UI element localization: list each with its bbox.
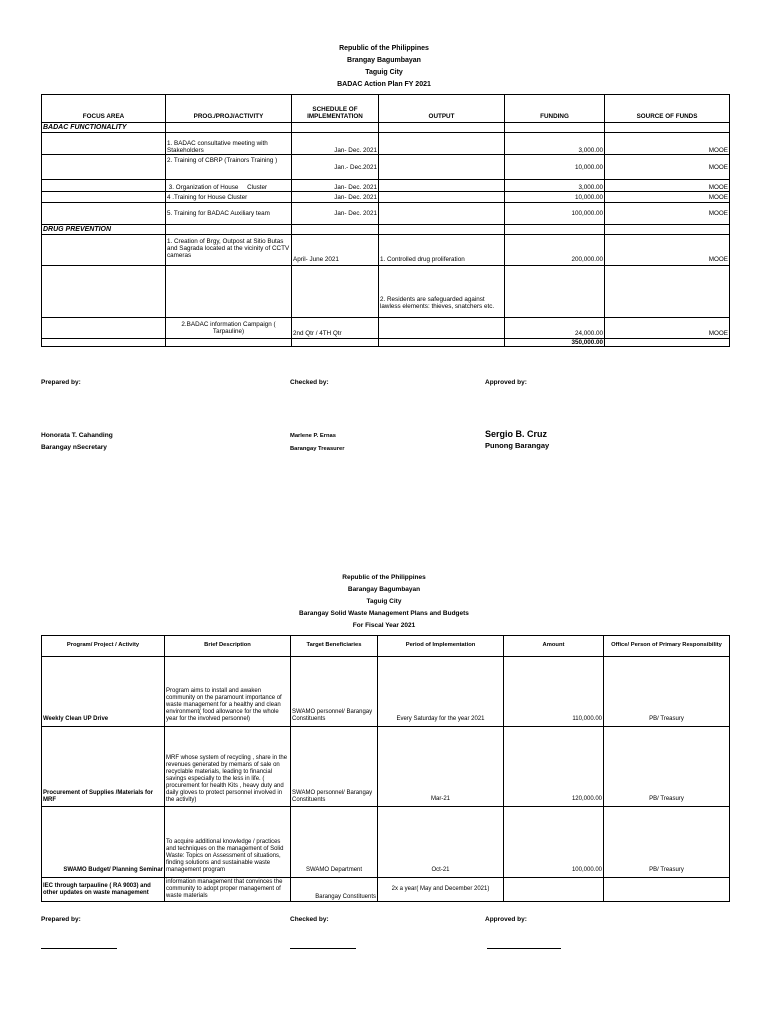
prepared-signatory xyxy=(41,430,113,454)
activity-cell: 1. BADAC consultative meeting with Stakeholders xyxy=(166,133,292,155)
output-cell xyxy=(379,155,505,180)
badac-action-plan-table xyxy=(41,94,730,347)
output-cell xyxy=(379,192,505,203)
schedule-cell: Jan.- Dec.2021 xyxy=(292,155,379,180)
funding-cell: 3,000.00 xyxy=(505,180,605,192)
column-header: Brief Description xyxy=(165,636,291,657)
prepared-label: Prepared by: xyxy=(41,379,81,386)
column-header: SOURCE OF FUNDS xyxy=(605,95,730,123)
source-cell xyxy=(605,266,730,318)
column-header: Office/ Person of Primary Responsibility xyxy=(604,636,730,657)
office-cell: PB/ Treasury xyxy=(604,727,730,807)
signatory-title: Punong Barangay xyxy=(485,441,550,450)
period-cell: 2x a year( May and December 2021) xyxy=(378,878,504,902)
table-row xyxy=(42,657,730,727)
beneficiaries-cell: SWAMO Department xyxy=(291,807,378,878)
funding-cell xyxy=(505,266,605,318)
beneficiaries-cell: Barangay Constituents xyxy=(291,878,378,902)
funding-cell: 24,000.00 xyxy=(505,318,605,339)
activity-cell: 1. Creation of Brgy, Outpost at Sitio Butas and Sagrada located at the vicinity of CCTV cameras xyxy=(166,235,292,266)
description-cell: information management that convinces the community to adopt proper management of waste materials xyxy=(165,878,291,902)
table-row xyxy=(42,807,730,878)
source-cell: MOOE xyxy=(605,318,730,339)
office-cell: PB/ Treasury xyxy=(604,807,730,878)
checked-label: Checked by: xyxy=(290,379,329,386)
doc2-header-line: For Fiscal Year 2021 xyxy=(352,622,416,629)
schedule-cell xyxy=(292,266,379,318)
program-cell: Weekly Clean UP Drive xyxy=(42,657,165,727)
signature-line xyxy=(290,948,356,949)
description-cell: To acquire additional knowledge / practices and techniques on the management of Solid Waste: Topics on Assessment of situations, finding solutions and sustainable waste management program xyxy=(165,807,291,878)
column-header: FOCUS AREA xyxy=(42,95,166,123)
program-cell: SWAMO Budget/ Planning Seminar xyxy=(42,807,165,878)
table-row xyxy=(42,318,730,339)
activity-cell: 4 .Training for House Cluster xyxy=(166,192,292,203)
program-cell: Procurement of Supplies /Materials for MRF xyxy=(42,727,165,807)
column-header: SCHEDULE OF IMPLEMENTATION xyxy=(292,95,379,123)
activity-cell: 5. Training for BADAC Auxiliary team xyxy=(166,203,292,225)
period-cell: Oct-21 xyxy=(378,807,504,878)
activity-cell xyxy=(166,266,292,318)
table-row xyxy=(42,235,730,266)
prepared-label: Prepared by: xyxy=(41,916,81,923)
office-cell: PB/ Treasury xyxy=(604,657,730,727)
doc2-header-line: Barangay Solid Waste Management Plans and Budgets xyxy=(299,610,469,617)
amount-cell xyxy=(504,878,604,902)
output-cell xyxy=(379,318,505,339)
signature-line xyxy=(487,948,561,949)
checked-signatory xyxy=(290,430,344,456)
source-cell: MOOE xyxy=(605,180,730,192)
schedule-cell: 2nd Qtr / 4TH Qtr xyxy=(292,318,379,339)
description-cell: MRF whose system of recycling , share in the revenues generated by memans of sale on recyclable materials, leading to financial savings especially to the less in life. ( procurement for health Kits , heavy duty and daily gloves to protect personnel involved in the activity) xyxy=(165,727,291,807)
schedule-cell: April- June 2021 xyxy=(292,235,379,266)
doc2-header-line: Republic of the Philippines xyxy=(342,574,426,581)
schedule-cell: Jan- Dec. 2021 xyxy=(292,180,379,192)
doc1-header-line: Republic of the Philippines xyxy=(339,45,429,52)
approved-label: Approved by: xyxy=(485,379,527,386)
doc2-header xyxy=(0,572,768,632)
total-cell: 350,000.00 xyxy=(505,339,605,347)
output-cell: 1. Controlled drug proliferation xyxy=(379,235,505,266)
period-cell: Mar-21 xyxy=(378,727,504,807)
doc1-header xyxy=(0,43,768,91)
table-row xyxy=(42,192,730,203)
amount-cell: 100,000.00 xyxy=(504,807,604,878)
column-header: FUNDING xyxy=(505,95,605,123)
section-row xyxy=(42,225,730,235)
signatory-name: Marlene P. Ernas xyxy=(290,433,336,439)
signatory-title: Barangay Treasurer xyxy=(290,446,345,452)
beneficiaries-cell: SWAMO personnel/ Barangay Constituents xyxy=(291,657,378,727)
office-cell xyxy=(604,878,730,902)
schedule-cell: Jan- Dec. 2021 xyxy=(292,133,379,155)
table-row xyxy=(42,133,730,155)
doc2-header-line: Barangay Bagumbayan xyxy=(347,586,421,593)
funding-cell: 200,000.00 xyxy=(505,235,605,266)
total-row xyxy=(42,339,730,347)
period-cell: Every Saturday for the year 2021 xyxy=(378,657,504,727)
source-cell: MOOE xyxy=(605,203,730,225)
amount-cell: 110,000.00 xyxy=(504,657,604,727)
activity-cell: 2.BADAC information Campaign ( Tarpauline) xyxy=(166,318,292,339)
table-row xyxy=(42,203,730,225)
doc1-header-line: BADAC Action Plan FY 2021 xyxy=(337,81,431,88)
approved-signatory xyxy=(485,428,549,452)
activity-cell: 2. Training of CBRP (Trainors Training ) xyxy=(166,155,292,180)
output-cell xyxy=(379,203,505,225)
source-cell: MOOE xyxy=(605,192,730,203)
signature-line xyxy=(41,948,117,949)
beneficiaries-cell: SWAMO personnel/ Barangay Constituents xyxy=(291,727,378,807)
source-cell: MOOE xyxy=(605,133,730,155)
schedule-cell: Jan- Dec. 2021 xyxy=(292,203,379,225)
column-header: Program/ Project / Activity xyxy=(42,636,165,657)
section-title: BADAC FUNCTIONALITY xyxy=(42,123,166,133)
table-row xyxy=(42,266,730,318)
output-cell: 2. Residents are safeguarded against lawless elements: thieves, snatchers etc. xyxy=(379,266,505,318)
table-row xyxy=(42,878,730,902)
table-row xyxy=(42,180,730,192)
signatory-name: Honorata T. Cahanding xyxy=(41,432,113,439)
table-header-row xyxy=(42,636,730,657)
doc1-header-line: Brangay Bagumbayan xyxy=(347,57,421,64)
program-cell: IEC through tarpauline ( RA 9003) and other updates on waste management xyxy=(42,878,165,902)
output-cell xyxy=(379,133,505,155)
column-header: Period of Implementation xyxy=(378,636,504,657)
amount-cell: 120,000.00 xyxy=(504,727,604,807)
section-row xyxy=(42,123,730,133)
column-header: Target Beneficiaries xyxy=(291,636,378,657)
section-title: DRUG PREVENTION xyxy=(42,225,166,235)
source-cell: MOOE xyxy=(605,155,730,180)
schedule-cell: Jan- Dec. 2021 xyxy=(292,192,379,203)
table-row xyxy=(42,155,730,180)
doc2-header-line: Taguig City xyxy=(366,598,402,605)
checked-label: Checked by: xyxy=(290,916,329,923)
signatory-title: Barangay nSecretary xyxy=(41,444,107,451)
source-cell: MOOE xyxy=(605,235,730,266)
description-cell: Program aims to install and awaken community on the paramount importance of waste management for a healthy and clean environment( food allowance for the whole year for the involved personnel) xyxy=(165,657,291,727)
solid-waste-plan-table xyxy=(41,635,730,902)
doc1-header-line: Taguig City xyxy=(365,69,403,76)
funding-cell: 100,000.00 xyxy=(505,203,605,225)
column-header: Amount xyxy=(504,636,604,657)
table-row xyxy=(42,727,730,807)
funding-cell: 3,000.00 xyxy=(505,133,605,155)
table-header-row xyxy=(42,95,730,123)
output-cell xyxy=(379,180,505,192)
approved-label: Approved by: xyxy=(485,916,527,923)
column-header: PROG./PROJ/ACTIVITY xyxy=(166,95,292,123)
funding-cell: 10,000.00 xyxy=(505,155,605,180)
column-header: OUTPUT xyxy=(379,95,505,123)
funding-cell: 10,000.00 xyxy=(505,192,605,203)
activity-cell: 3. Organization of House Cluster xyxy=(166,180,292,192)
signatory-name: Sergio B. Cruz xyxy=(485,429,548,439)
